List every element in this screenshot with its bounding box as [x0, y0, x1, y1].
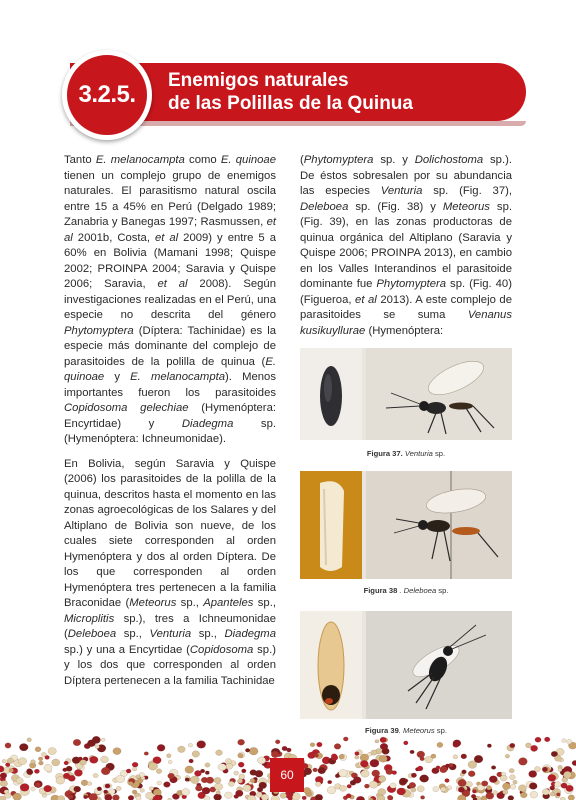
- figure-suffix: sp.: [434, 726, 447, 735]
- figure-label: Figura 39: [365, 726, 399, 735]
- section-number-badge: [62, 50, 152, 140]
- figure-suffix: sp.: [432, 449, 446, 458]
- right-column: [300, 153, 512, 348]
- figure-label: Figura 37.: [366, 449, 403, 458]
- figure-suffix: sp.: [436, 586, 449, 595]
- figure-38-photo: [300, 471, 512, 579]
- figure-label: Figura 38: [363, 586, 398, 595]
- paragraph: (Phytomyptera sp. y Dolichostoma sp.). De éstos sobresalen por su abundancia las especies Venturia sp. (Fig. 37), Deleboea sp. (Fig. 38) y Meteorus sp. (Fig. 39), en las zonas productoras de quinua orgánica del Altiplano (Saravia y Quispe 2006; PROINPA 2013), en cambio en los Valles Interandinos el parasitoide dominante fue Phytomyptera sp. (Fig. 40) (Figueroa, et al 2013). A este complejo de parasitoides se suma Venanus kusikuyllurae (Hymenóptera:: [300, 154, 513, 337]
- figure-39-photo: [300, 611, 512, 719]
- section-number: 3.2.5.: [78, 81, 136, 108]
- cocoon-image: [300, 348, 362, 440]
- figure-37-caption: [300, 449, 512, 458]
- section-title-line1: Enemigos naturales: [168, 70, 349, 91]
- figure-species: . Meteorus: [398, 726, 435, 735]
- wasp-image: [366, 471, 512, 579]
- pupa-image: [300, 471, 362, 579]
- cocoon-image: [300, 611, 362, 719]
- section-title: [168, 69, 518, 115]
- wasp-image: [366, 348, 512, 440]
- page-number: 60: [270, 758, 304, 792]
- paragraph: Tanto E. melanocampta como E. quinoae tienen un complejo grupo de enemigos naturales. El parasitismo natural oscila entre 15 a 45% en Perú (Delgado 1989; Zanabria y Banegas 1997; Rasmussen, et al 2001b, Costa, et al 2009) y entre 5 a 60% en Bolivia (Mamani 1998; Quispe 2002; PROINPA 2004; Saravia y Quispe 2006; Saravia, et al 2008). Según investigaciones realizadas en el Perú, una especie no descrita del género Phytomyptera (Díptera: Tachinidae) es la especie más dominante del complejo de parasitoides de la polilla de quinua (E. quinoae y E. melanocampta). Menos importantes fueron los parasitoides Copidosoma gelechiae (Hymenóptera: Encyrtidae) y Diadegma sp. (Hymenóptera: Ichneumonidae).: [64, 154, 276, 445]
- figure-species: Venturia: [404, 449, 433, 458]
- paragraph: En Bolivia, según Saravia y Quispe (2006) los parasitoides de la polilla de la quinua, descritos hasta el momento en las zonas agroecológicas de los Salares y del Altiplano de Bolivia son nueve, de los cuales siete corresponden al orden Hymenóptera y dos al orden Díptera. De los que corresponden al orden Hymenóptera tres pertenecen a la familia Braconidae (Meteorus sp., Apanteles sp., Microplitis sp.), tres a Ichneumonidae (Deleboea sp., Venturia sp., Diadegma sp.) y una a Encyrtidae (Copidosoma sp.) y los dos que corresponden al orden Díptera pertenecen a la familia Tachinidae: [64, 457, 276, 687]
- left-column: [64, 153, 276, 698]
- section-title-line2: de las Polillas de la Quinua: [168, 93, 413, 114]
- figure-38-caption: [300, 586, 512, 595]
- figure-species: . Deleboea: [397, 586, 437, 595]
- wasp-image: [366, 611, 512, 719]
- figure-37-photo: [300, 348, 512, 440]
